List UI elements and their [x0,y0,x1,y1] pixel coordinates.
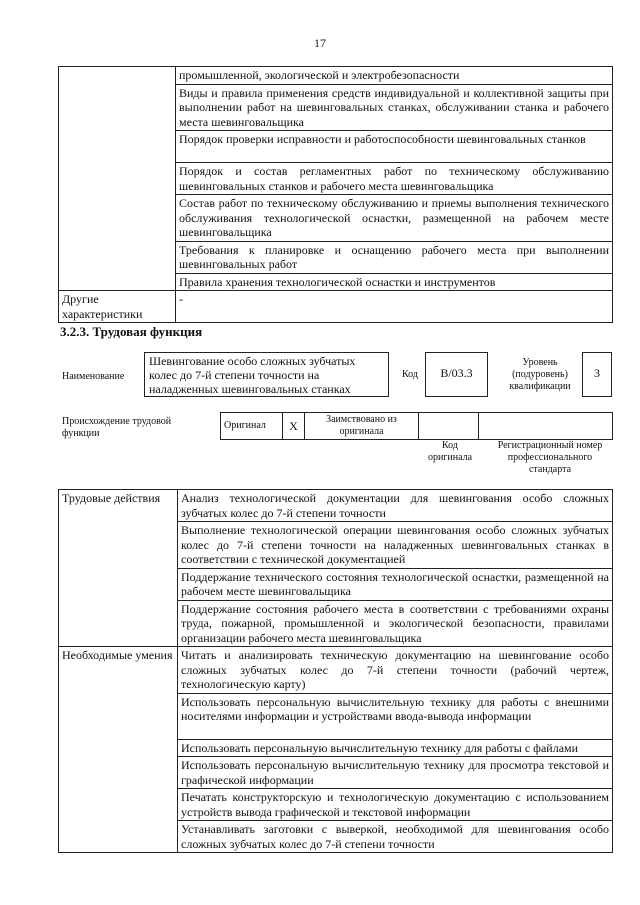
action-item: Поддержание технического состояния технологической оснастки, размещенной на рабочем месте шевинговальщика [178,568,613,600]
section-heading: 3.2.3. Трудовая функция [60,324,203,339]
knowledge-item: промышленной, экологической и электробезопасности [176,67,613,85]
knowledge-item: Правила хранения технологической оснастки и инструментов [176,273,613,291]
code-original-label: Код оригинала [427,440,473,463]
action-item: Поддержание состояния рабочего места в соответствии с требованиями охраны труда, пожарной, промышленной и экологической безопасности, правилами организации рабочего места шевинговальщика [178,600,613,647]
level-label: Уровень (подуровень) квалификации [509,357,571,392]
label-cell-empty [59,67,176,291]
knowledge-item: Виды и правила применения средств индивидуальной и коллективной защиты при выполнении работ на шевинговальных станках, обслуживании станка и рабочего места шевинговальщика [176,84,613,131]
knowledge-item: Порядок проверки исправности и работоспособности шевинговальных станков [176,131,613,163]
code-label: Код [402,369,418,380]
other-characteristics-value: - [176,291,613,323]
code-original-cell [419,413,479,440]
origin-table [220,412,613,440]
name-label: Наименование [62,371,125,382]
origin-label: Происхождение трудовой функции [62,416,172,439]
knowledge-table [58,66,613,323]
page-number: 17 [314,36,326,50]
knowledge-item: Порядок и состав регламентных работ по техническому обслуживанию шевинговальных станков и рабочего места шевинговальщика [176,163,613,195]
original-mark: X [283,413,305,440]
actions-label: Трудовые действия [59,490,178,647]
knowledge-item: Требования к планировке и оснащению рабочего места при выполнении шевинговальных работ [176,241,613,273]
knowledge-item: Состав работ по техническому обслуживанию и приемы выполнения технического обслуживания технологической оснастки, размещенной на рабочем месте шевинговальщика [176,195,613,242]
skill-item: Печатать конструкторскую и технологическую документацию с использованием устройств вывода графической и текстовой информации [178,789,613,821]
action-item: Анализ технологической документации для шевингования особо сложных зубчатых колес до 7-й степени точности [178,490,613,522]
skill-item: Использовать персональную вычислительную технику для просмотра текстовой и графической информации [178,757,613,789]
other-characteristics-label: Другие характеристики [59,291,176,323]
action-item: Выполнение технологической операции шевингования особо сложных зубчатых колес до 7-й степени точности на наладженных шевинговальных станках в соответствии с технической документацией [178,522,613,569]
reg-number-cell [479,413,613,440]
level-value-box: 3 [582,352,612,397]
function-name-box: Шевингование особо сложных зубчатых колес до 7-й степени точности на наладженных шевинговальных станках [144,352,389,397]
reg-number-label: Регистрационный номер профессионального стандарта [497,440,603,475]
skills-label: Необходимые умения [59,647,178,853]
original-label: Оригинал [221,413,283,440]
skill-item: Читать и анализировать техническую документацию на шевингование особо сложных зубчатых колес до 7-й степени точности (рабочий чертеж, технологическую карту) [178,647,613,694]
function-code-box: B/03.3 [425,352,488,397]
skill-item: Устанавливать заготовки с выверкой, необходимой для шевингования особо сложных зубчатых колес до 7-й степени точности [178,821,613,853]
skill-item: Использовать персональную вычислительную технику для работы с внешними носителями информации и устройствами ввода-вывода информации [178,693,613,739]
skill-item: Использовать персональную вычислительную технику для работы с файлами [178,739,613,757]
function-details-table [58,489,613,853]
borrowed-label: Заимствовано из оригинала [305,413,419,440]
